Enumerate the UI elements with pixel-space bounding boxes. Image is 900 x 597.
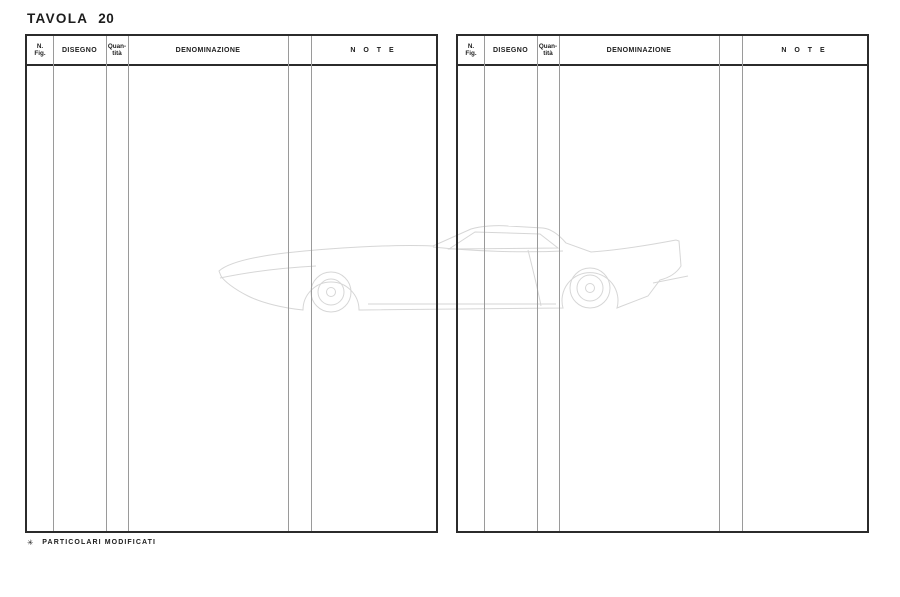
footer-text: PARTICOLARI MODIFICATI (42, 539, 157, 546)
page-title-word: TAVOLA (27, 11, 89, 26)
header-qty (537, 43, 559, 57)
header-note: N O T E (781, 46, 828, 54)
header-qty-line2: tità (112, 50, 122, 57)
header-fig-line2: Fig. (465, 50, 477, 57)
page-title (27, 11, 114, 26)
parts-table-right (456, 34, 869, 533)
table-body (27, 66, 436, 74)
table-header (458, 36, 867, 66)
header-disegno: DISEGNO (492, 46, 529, 54)
header-fig-line1: N. (36, 43, 44, 50)
page-title-number: 20 (98, 11, 115, 26)
header-disegno: DISEGNO (61, 46, 98, 54)
parts-table-left (25, 34, 438, 533)
header-denominazione: DENOMINAZIONE (606, 46, 672, 54)
header-fig-line2: Fig. (34, 50, 46, 57)
column-divider (484, 36, 485, 531)
header-fig-line1: N. (467, 43, 475, 50)
header-fig (27, 43, 53, 57)
table-body (458, 66, 867, 74)
header-note: N O T E (350, 46, 397, 54)
header-fig (458, 43, 484, 57)
column-divider (288, 36, 289, 531)
column-divider (311, 36, 312, 531)
footer-legend (27, 538, 156, 547)
header-qty-line1: Quan- (107, 43, 127, 50)
column-divider (559, 36, 560, 531)
asterisk-icon: ✳ (27, 538, 34, 547)
header-qty-line2: tità (543, 50, 553, 57)
column-divider (719, 36, 720, 531)
header-qty-line1: Quan- (538, 43, 558, 50)
table-header (27, 36, 436, 66)
column-divider (53, 36, 54, 531)
header-qty (106, 43, 128, 57)
column-divider (128, 36, 129, 531)
column-divider (742, 36, 743, 531)
header-denominazione: DENOMINAZIONE (175, 46, 241, 54)
column-divider (106, 36, 107, 531)
column-divider (537, 36, 538, 531)
